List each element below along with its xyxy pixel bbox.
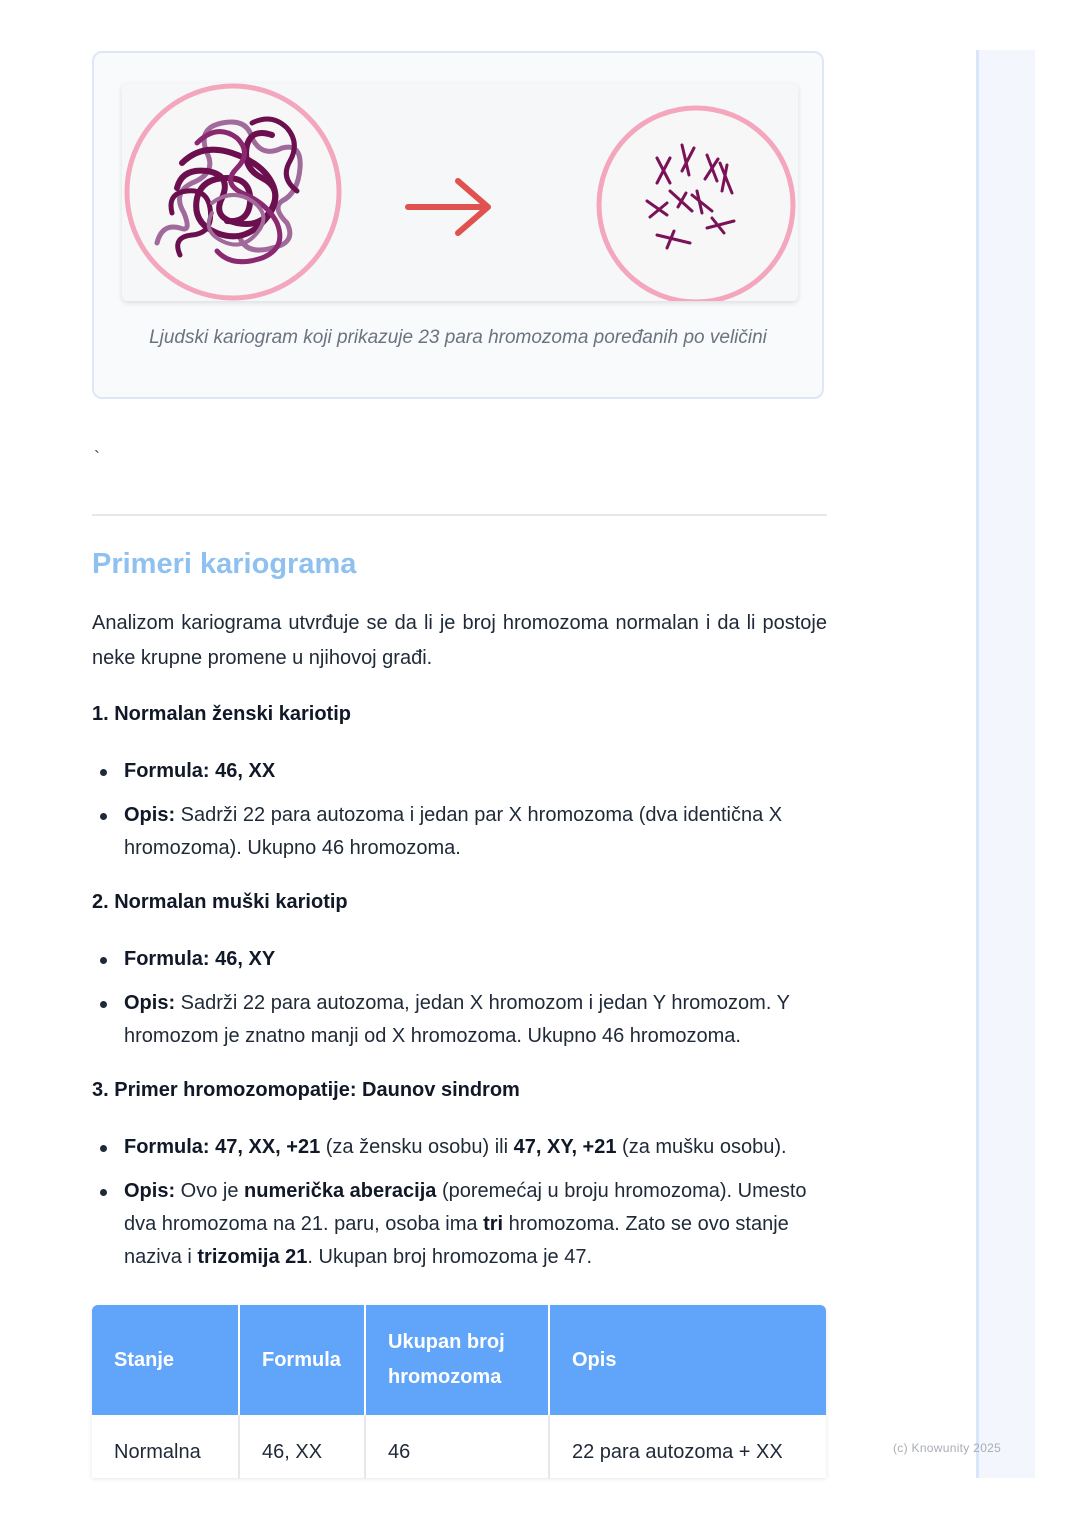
table-header-cell: Opis (549, 1305, 826, 1415)
chromosome-condensation-illustration (122, 83, 798, 301)
figure-caption: Ljudski kariogram koji prikazuje 23 para hromozoma poređanih po veličini (149, 327, 767, 348)
down-syndrome-description: Opis: Ovo je numerička aberacija (poremećaj u broju hromozoma). Umesto dva hromozoma na 21. paru, osoba ima tri hromozoma. Zato se ovo stanje naziva i trizomija 21. Ukupan broj hromozoma je 47. (124, 1175, 824, 1274)
nucleus-circle-right (599, 108, 793, 301)
right-sidebar (976, 50, 1035, 1478)
table-header-cell: Formula (239, 1305, 365, 1415)
table-cell: Normalna (92, 1415, 239, 1478)
table-cell: 46 (365, 1415, 549, 1478)
karyotype-heading-male: 2. Normalan muški kariotip (92, 891, 348, 913)
copyright-text: (c) Knowunity 2025 (893, 1441, 1002, 1455)
down-syndrome-formula: Formula: 47, XX, +21 (za žensku osobu) ili 47, XY, +21 (za mušku osobu). (124, 1131, 824, 1164)
female-description: Opis: Sadrži 22 para autozoma i jedan par X hromozoma (dva identična X hromozoma). Ukupno 46 hromozoma. (124, 799, 824, 865)
section-divider (92, 514, 827, 516)
karyotype-heading-female: 1. Normalan ženski kariotip (92, 703, 351, 725)
section-title: Primeri kariograma (92, 548, 357, 580)
arrow-right-icon (408, 181, 488, 233)
female-formula: Formula: 46, XX (124, 755, 824, 788)
karyotype-table (92, 1305, 826, 1478)
karyotype-heading-down-syndrome: 3. Primer hromozomopatije: Daunov sindrom (92, 1079, 520, 1101)
table-header-row (92, 1305, 826, 1415)
table-header-cell: Stanje (92, 1305, 239, 1415)
table-header-cell: Ukupan broj hromozoma (365, 1305, 549, 1415)
table-cell: 22 para autozoma + XX (549, 1415, 826, 1478)
male-formula: Formula: 46, XY (124, 943, 824, 976)
stray-character: ` (94, 448, 100, 468)
table-cell: 46, XX (239, 1415, 365, 1478)
figure-card (92, 51, 824, 399)
table-row (92, 1415, 826, 1478)
male-description: Opis: Sadrži 22 para autozoma, jedan X hromozom i jedan Y hromozom. Y hromozom je znatno manji od X hromozoma. Ukupno 46 hromozoma. (124, 987, 824, 1053)
section-intro: Analizom kariograma utvrđuje se da li je broj hromozoma normalan i da li postoje neke krupne promene u njihovoj građi. (92, 612, 827, 669)
chromosome-illustration-svg (122, 83, 798, 301)
nucleus-circle-left (127, 86, 339, 298)
